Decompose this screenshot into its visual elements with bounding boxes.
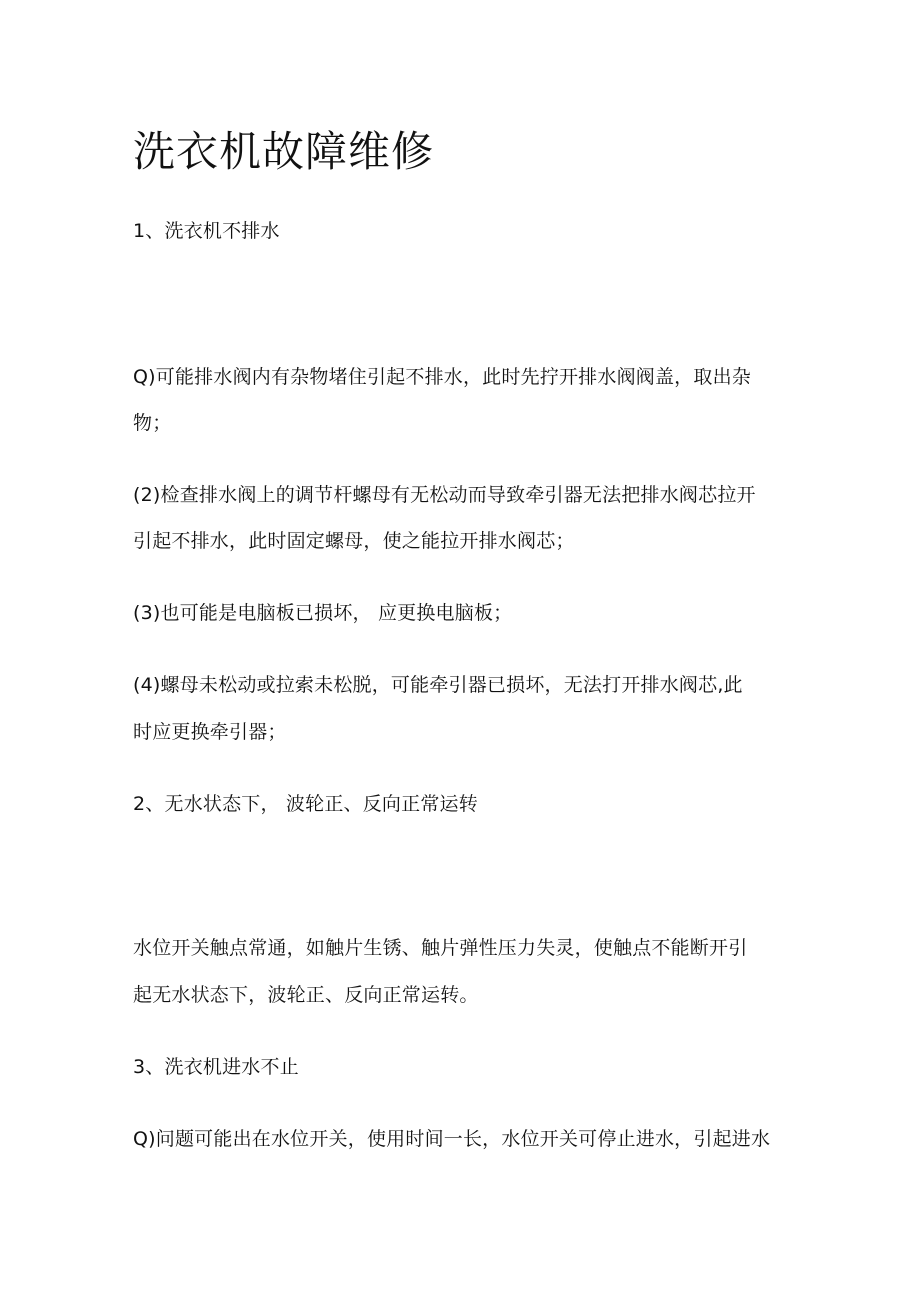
section-heading-2: 2、无水状态下， 波轮正、反向正常运转 xyxy=(133,793,478,815)
paragraph-line: (2)检查排水阀上的调节杆螺母有无松动而导致牵引器无法把排水阀芯拉开 xyxy=(133,484,756,506)
document-title: 洗衣机故障维修 xyxy=(133,127,435,176)
section-heading-3: 3、洗衣机进水不止 xyxy=(133,1056,299,1078)
paragraph-line: (4)螺母未松动或拉索未松脱，可能牵引器已损坏，无法打开排水阀芯,此 xyxy=(133,674,743,696)
paragraph-line: (3)也可能是电脑板已损坏， 应更换电脑板； xyxy=(133,602,513,624)
paragraph-line: 起无水状态下，波轮正、反向正常运转。 xyxy=(133,984,479,1006)
paragraph-line: 引起不排水，此时固定螺母，使之能拉开排水阀芯； xyxy=(133,530,575,552)
paragraph-line: 物； xyxy=(133,412,172,434)
section-heading-1: 1、洗衣机不排水 xyxy=(133,220,280,242)
paragraph-line: Q)可能排水阀内有杂物堵住引起不排水，此时先拧开排水阀阀盖，取出杂 xyxy=(133,366,751,388)
paragraph-line: 水位开关触点常通，如触片生锈、触片弹性压力失灵，使触点不能断开引 xyxy=(133,937,748,959)
paragraph-line: 时应更换牵引器； xyxy=(133,721,287,743)
paragraph-line: Q)问题可能出在水位开关，使用时间一长，水位开关可停止进水，引起进水 xyxy=(133,1128,771,1150)
